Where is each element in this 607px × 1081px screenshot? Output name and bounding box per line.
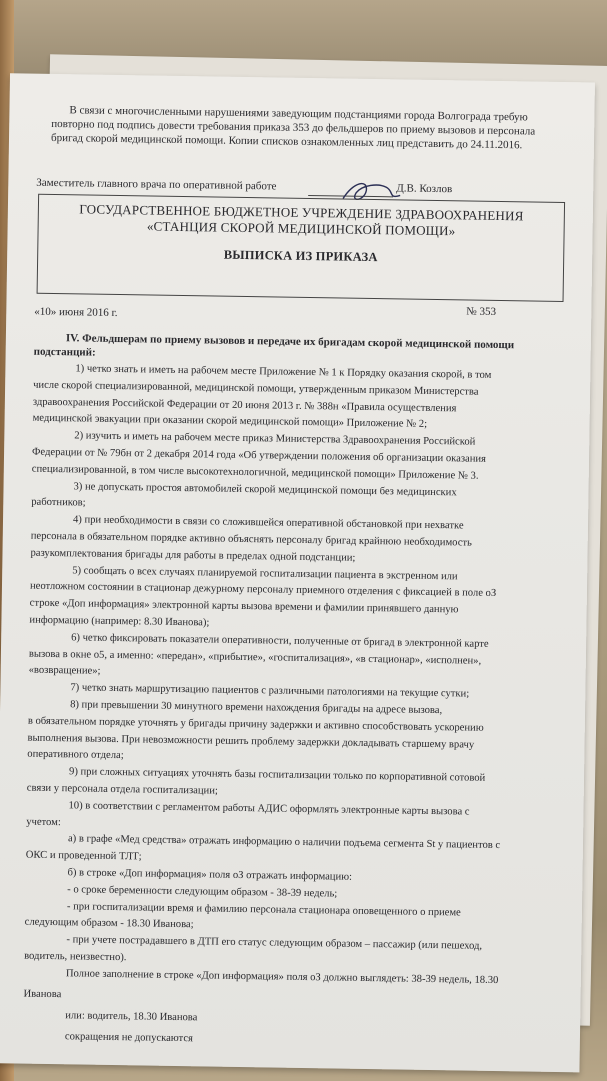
order-line: 2) изучить и иметь на рабочем месте приказ Министерства Здравоохранения Российской [74, 430, 476, 448]
order-line: числе скорой специализированной, медицинской помощи, утвержденным приказом Министерства [33, 379, 479, 398]
order-line: 9) при сложных ситуациях уточнять базы госпитализации только по корпоративной сотовой [68, 766, 486, 785]
order-date: «10» июня 2016 г. [34, 305, 118, 320]
order-line: Полное заполнение в строке «Доп информация» поля оЗ должно выглядеть: 38-39 недель, 18.30 [65, 968, 499, 986]
order-line: а) в графе «Мед средства» отражать информацию о наличии подъема сегмента St у пациентов с [67, 833, 501, 852]
header-frame [37, 194, 566, 302]
order-line: учетом: [26, 816, 61, 828]
order-line: работников; [31, 497, 86, 509]
document-title: ВЫПИСКА ИЗ ПРИКАЗА [223, 247, 378, 265]
order-line: персонала в обязательном порядке активно объяснять персоналу бригад крайнюю необходимость [30, 530, 473, 549]
order-line: - при учете пострадавшего в ДТП его статус следующим образом – пассажир (или пешеход, [66, 934, 483, 952]
note-line: повторно под подпись довести требования приказа 353 до фельдшеров по приему вызовов и персонала [51, 117, 536, 138]
order-line: связи у персонала отдела госпитализации; [26, 782, 218, 797]
order-line: сокращения не допускаются [64, 1031, 194, 1045]
order-line: Федерации от № 79бн от 2 декабря 2014 года «Об утверждении положения об организации оказания [32, 446, 487, 465]
order-line: выполнения вызова. При невозможности решить проблему задержки докладывать старшему врачу [27, 732, 475, 751]
section-title: IV. Фельдшерам по приему вызовов и передаче их бригадам скорой медицинской помощи [65, 332, 515, 352]
deputy-label: Заместитель главного врача по оперативной работе [36, 176, 277, 193]
order-line: оперативного отдела; [27, 749, 124, 762]
order-line: - при госпитализации время и фамилию персонала стационара оповещенного о приеме [66, 900, 461, 919]
order-line: 10) в соответствии с регламентом работы АДИС оформлять электронные карты вызова с [68, 800, 470, 818]
order-line: неотложном состоянии в стационар дежурному персоналу приемного отделения с фиксацией в поле оЗ [29, 581, 497, 600]
order-line: следующим образом - 18.30 Иванова; [24, 917, 194, 931]
order-line: водитель, неизвестно). [24, 950, 127, 964]
order-line: 1) четко знать и иметь на рабочем месте Приложение № 1 к Порядку оказания скорой, в том [75, 363, 492, 381]
order-line: 5) сообщать о всех случаях планируемой госпитализации пациента в экстренном или [72, 564, 458, 582]
order-line: ОКС и проведенной ТЛТ; [25, 849, 142, 863]
document-page [0, 73, 595, 1072]
order-line: в обязательном порядке уточнять у бригады причину задержки и активно способствовать ускорению [27, 715, 484, 734]
order-line: разукомплектования бригады для работы в пределах одной подстанции; [30, 547, 356, 564]
order-line: 6) четко фиксировать показатели оперативности, полученные от бригад в электронной карте [71, 632, 489, 650]
order-line: или: водитель, 18.30 Иванова [65, 1010, 198, 1024]
order-line: вызова в окне о5, а именно: «передан», «прибытие», «госпитализация», «в стационар», «исполнен», [28, 648, 482, 667]
order-number: № 353 [466, 305, 497, 318]
note-line: бригад скорой медицинской помощи. Копии списков ознакомленных лиц представить до 24.11.2016. [50, 131, 523, 152]
order-line: «возвращение»; [28, 665, 101, 678]
order-line: 4) при необходимости в связи со сложившейся оперативной обстановкой при нехватке [72, 514, 464, 532]
org-line1: ГОСУДАРСТВЕННОЕ БЮДЖЕТНОЕ УЧРЕЖДЕНИЕ ЗДРАВООХРАНЕНИЯ [79, 201, 524, 224]
order-line: 3) не допускать простоя автомобилей скорой медицинской помощи без медицинских [73, 480, 457, 498]
order-line: Иванова [23, 988, 62, 1001]
note-line: В связи с многочисленными нарушениями заведующим подстанциями города Волгограда требую [69, 104, 528, 124]
section-subtitle: подстанций: [33, 345, 96, 359]
order-line: 8) при превышении 30 минутного времени нахождения бригады на адресе вызова, [70, 699, 443, 717]
order-line: б) в строке «Доп информация» поля оЗ отражать информацию: [67, 867, 353, 883]
order-line: медицинской эвакуации при оказании скорой медицинской помощи» Приложение № 2; [32, 413, 428, 431]
org-line2: «СТАНЦИЯ СКОРОЙ МЕДИЦИНСКОЙ ПОМОЩИ» [146, 218, 456, 239]
order-line: строке «Доп информация» электронной карты вызова времени и фамилии принявшего данную [29, 597, 459, 616]
order-line: здравоохранения Российской Федерации от 20 июня 2013 г. № 388н «Правила осуществления [32, 396, 457, 414]
order-line: 7) четко знать маршрутизацию пациентов с различными патологиями на текущие сутки; [70, 682, 470, 700]
deputy-name: Д.В. Козлов [396, 182, 453, 196]
order-line: специализированной, в том числе высокотехнологичной, медицинской помощи» Приложение № 3. [31, 463, 479, 482]
order-line: информацию (например: 8.30 Иванова); [29, 614, 210, 629]
order-line: - о сроке беременности следующим образом - 38-39 недель; [67, 884, 338, 900]
